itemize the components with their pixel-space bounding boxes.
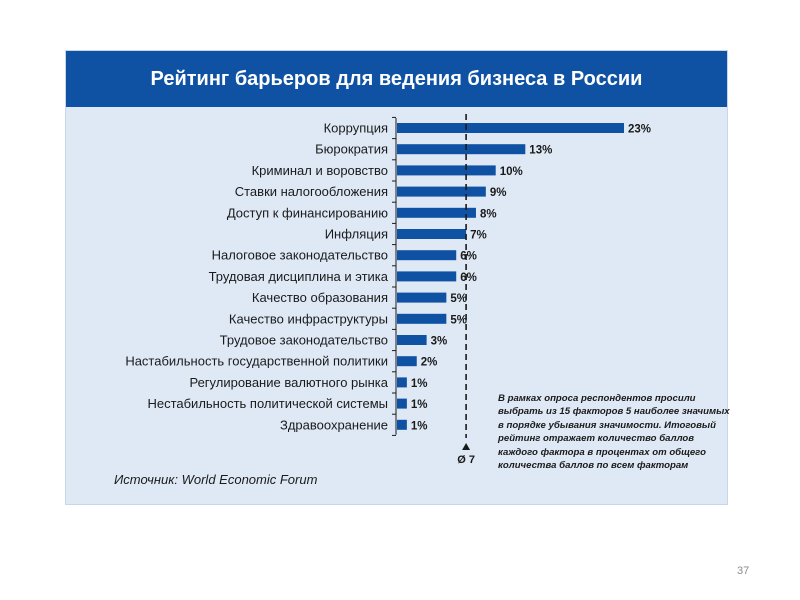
value-label: 1% <box>410 399 428 412</box>
value-label: 13% <box>529 144 553 157</box>
category-label: Криминал и воровство <box>251 162 388 178</box>
category-label: Нестабильность политической системы <box>147 396 388 412</box>
category-label: Бюрократия <box>315 141 388 157</box>
category-label: Здравоохранение <box>279 417 388 433</box>
value-label: 8% <box>479 208 497 221</box>
source-label: Источник: World Economic Forum <box>114 472 318 487</box>
bar <box>397 208 476 218</box>
bar <box>397 314 446 324</box>
bar <box>397 420 407 430</box>
bar <box>397 144 525 154</box>
category-label: Качество образования <box>251 290 388 306</box>
bar <box>397 377 407 387</box>
bar <box>397 187 486 197</box>
category-label: Ставки налогообложения <box>234 184 388 200</box>
value-label: 3% <box>430 335 448 348</box>
category-label: Коррупция <box>323 120 388 136</box>
bar <box>397 123 624 133</box>
bar <box>397 250 456 260</box>
value-label: 1% <box>410 377 428 390</box>
category-label: Трудовая дисциплина и этика <box>208 268 388 284</box>
value-label: 7% <box>470 229 487 242</box>
value-label: 2% <box>420 356 438 369</box>
category-label: Налоговое законодательство <box>211 247 388 263</box>
bar <box>397 356 417 366</box>
survey-note: В рамках опроса респондентов просили выбрать из 15 факторов 5 наиболее значимых в порядке убывания значимости. Итоговый рейтинг отражает количество баллов каждого фактора в процентах от общего количества баллов по всем факторам <box>498 393 730 472</box>
value-label: 5% <box>450 293 467 306</box>
bar <box>397 335 427 345</box>
category-label: Инфляция <box>324 226 388 242</box>
bar <box>397 399 407 409</box>
value-label: 9% <box>489 187 507 200</box>
bar <box>397 293 446 303</box>
category-label: Настабильность государственной политики <box>125 353 388 369</box>
value-label: 23% <box>628 123 652 136</box>
value-label: 6% <box>460 271 477 284</box>
category-label: Доступ к финансированию <box>226 205 388 221</box>
bar <box>397 165 496 175</box>
value-label: 10% <box>499 165 523 178</box>
category-label: Регулирование валютного рынка <box>189 374 388 390</box>
category-label: Качество инфраструктуры <box>228 311 388 327</box>
bar <box>397 229 466 239</box>
bar <box>397 271 456 281</box>
value-label: 1% <box>410 420 428 433</box>
value-label: 5% <box>450 314 467 327</box>
category-label: Трудовое законодательство <box>219 332 388 348</box>
value-label: 6% <box>460 250 477 263</box>
average-label: Ø 7 <box>457 454 475 466</box>
page-number: 37 <box>737 565 750 577</box>
average-marker <box>462 443 470 450</box>
chart-title: Рейтинг барьеров для ведения бизнеса в России <box>150 67 643 90</box>
